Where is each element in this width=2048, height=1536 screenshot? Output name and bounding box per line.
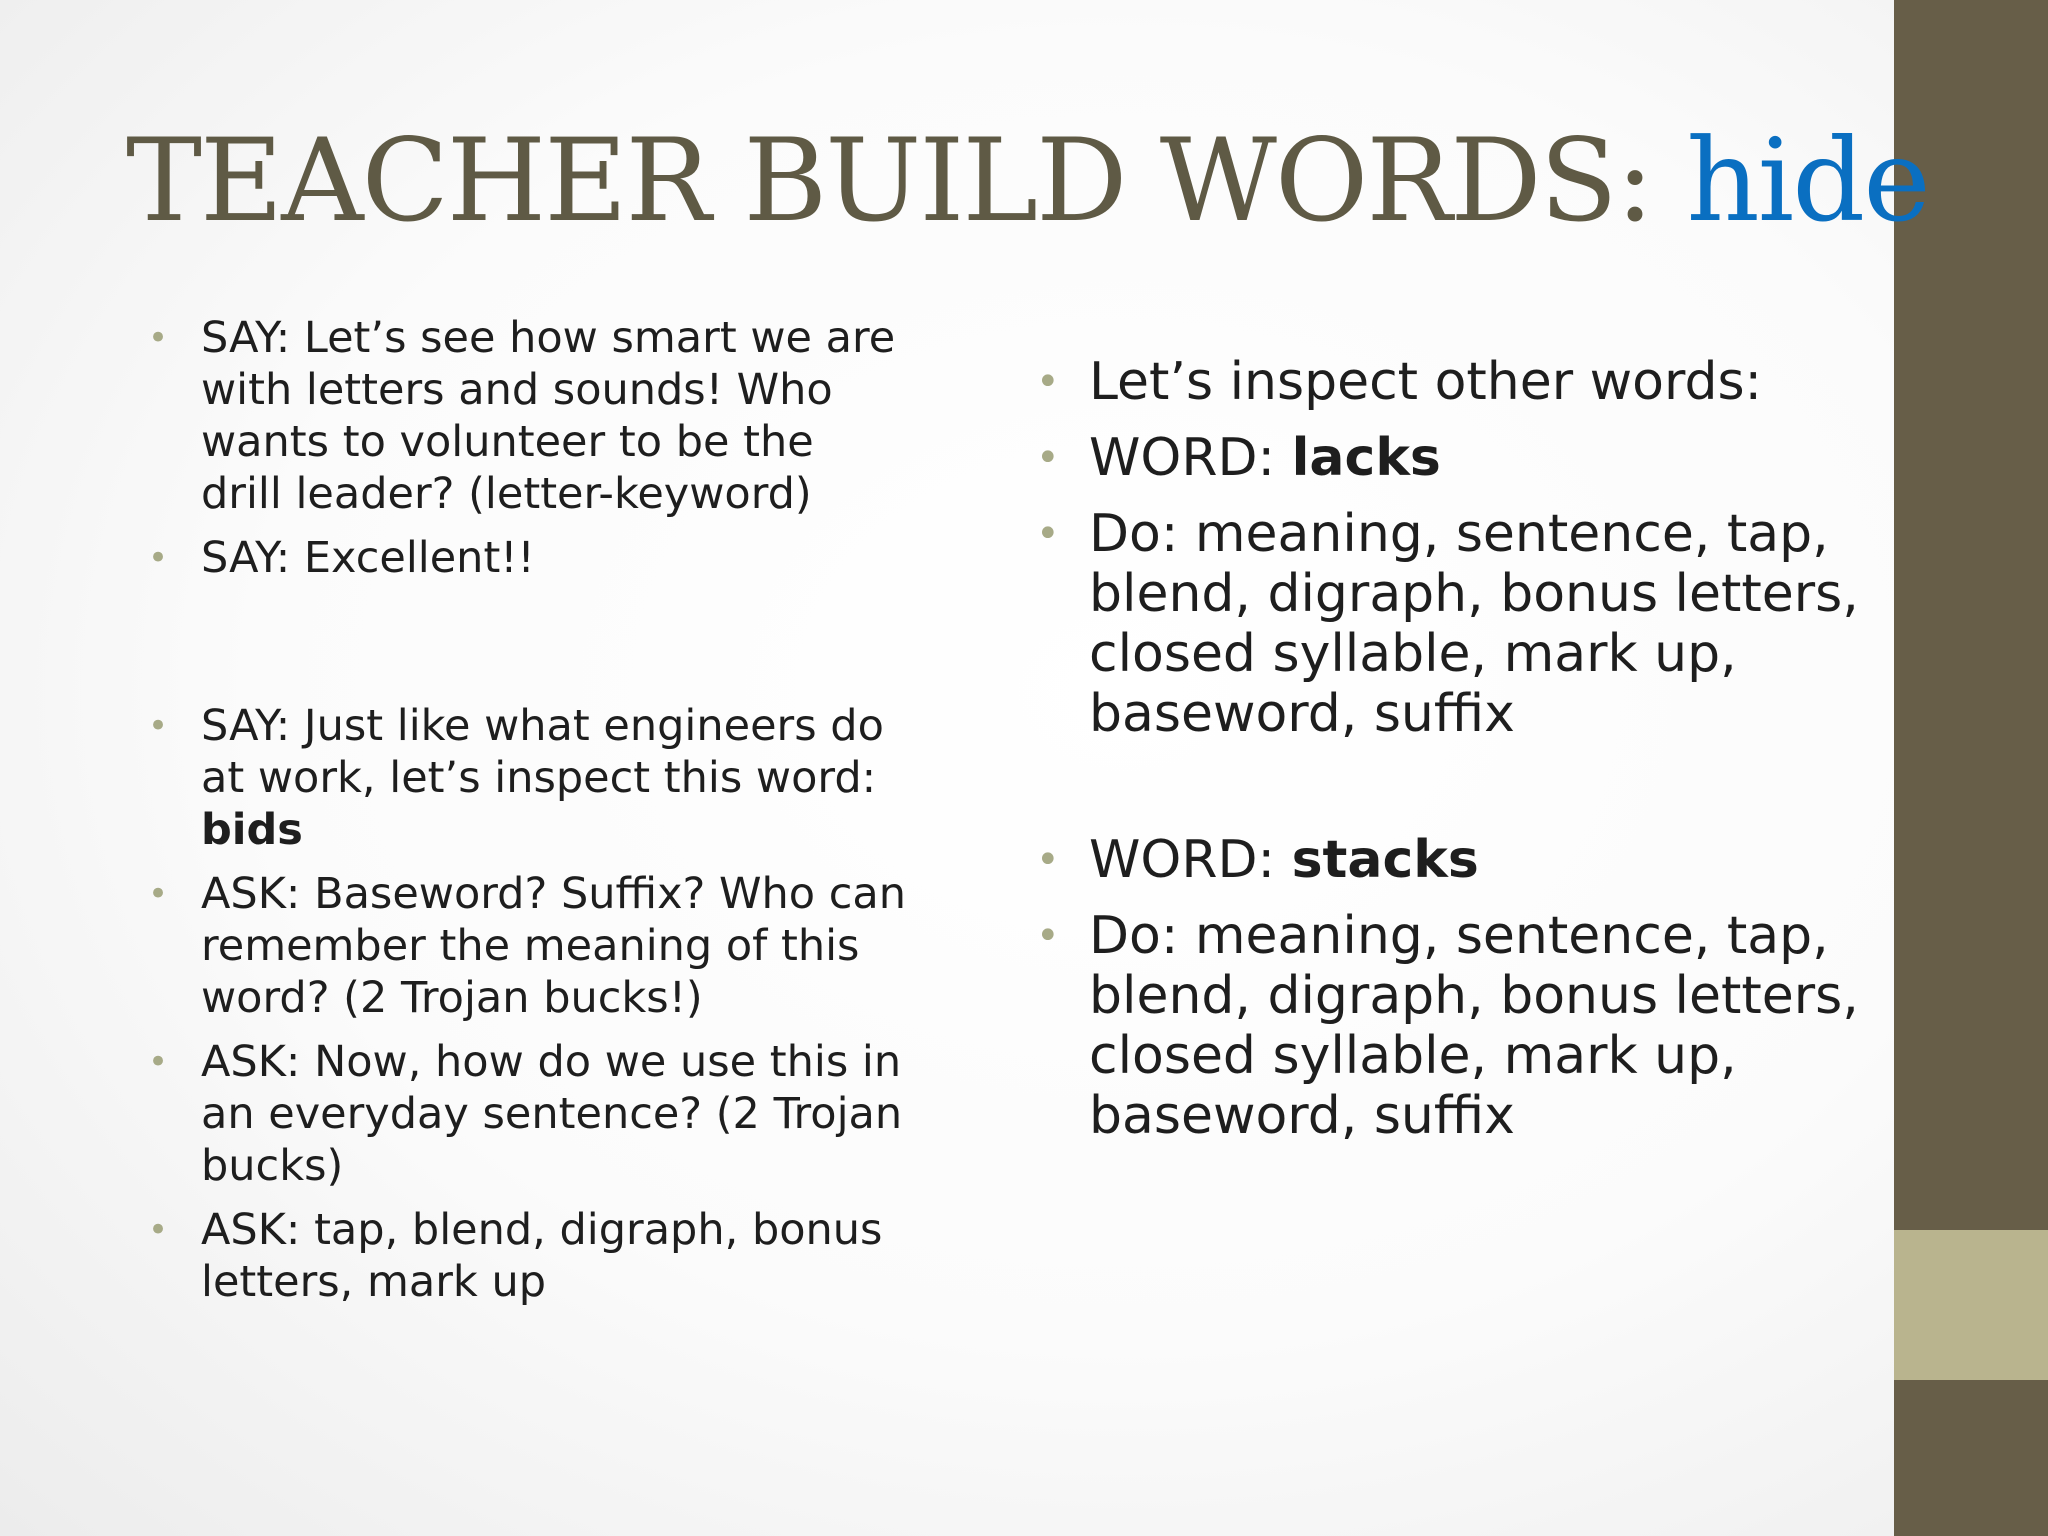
bullet-icon: • <box>148 1042 169 1082</box>
bullet-text: SAY: Let’s see how smart we are with letters and sounds! Who wants to volunteer to be the drill leader? (letter-keyword) <box>201 313 896 519</box>
title-word: hide <box>1686 114 1929 247</box>
list-item <box>148 1036 908 1192</box>
target-word: lacks <box>1291 428 1441 488</box>
bullet-text: Let’s inspect other words: <box>1089 352 1763 412</box>
list-item <box>148 312 908 520</box>
bullet-text: Do: meaning, sentence, tap, blend, digraph, bonus letters, closed syllable, mark up, baseword, suffix <box>1089 504 1859 744</box>
title-prefix: TEACHER BUILD WORDS: <box>126 114 1687 247</box>
bullet-icon: • <box>148 706 169 746</box>
list-item <box>1036 428 1866 488</box>
bullet-text: SAY: Excellent!! <box>201 533 535 583</box>
bullet-icon: • <box>148 1210 169 1250</box>
word-label: WORD: <box>1089 428 1292 488</box>
list-item <box>1036 504 1866 744</box>
bullet-text: ASK: Now, how do we use this in an everyday sentence? (2 Trojan bucks) <box>201 1037 903 1191</box>
side-bar-accent <box>1894 1230 2048 1380</box>
left-bullet-list <box>148 312 908 1320</box>
bullet-text: SAY: Just like what engineers do at work, let’s inspect this word: <box>201 701 884 803</box>
target-word: stacks <box>1291 830 1479 890</box>
list-item <box>148 1204 908 1308</box>
slide-title <box>126 114 1929 247</box>
bullet-icon: • <box>148 318 169 358</box>
list-item <box>148 532 908 584</box>
bullet-text: ASK: tap, blend, digraph, bonus letters, mark up <box>201 1205 883 1307</box>
target-word: bids <box>201 805 303 855</box>
right-bullet-list <box>1036 352 1866 1162</box>
list-item <box>148 868 908 1024</box>
bullet-icon: • <box>148 538 169 578</box>
list-item <box>148 700 908 856</box>
bullet-text: Do: meaning, sentence, tap, blend, digraph, bonus letters, closed syllable, mark up, baseword, suffix <box>1089 906 1859 1146</box>
bullet-text: ASK: Baseword? Suffix? Who can remember the meaning of this word? (2 Trojan bucks!) <box>201 869 907 1023</box>
list-item <box>1036 906 1866 1146</box>
bullet-icon: • <box>1036 511 1060 557</box>
list-item <box>1036 830 1866 890</box>
bullet-icon: • <box>1036 913 1060 959</box>
word-label: WORD: <box>1089 830 1292 890</box>
list-item <box>1036 352 1866 412</box>
bullet-icon: • <box>1036 837 1060 883</box>
bullet-icon: • <box>1036 359 1060 405</box>
bullet-icon: • <box>1036 435 1060 481</box>
bullet-icon: • <box>148 874 169 914</box>
